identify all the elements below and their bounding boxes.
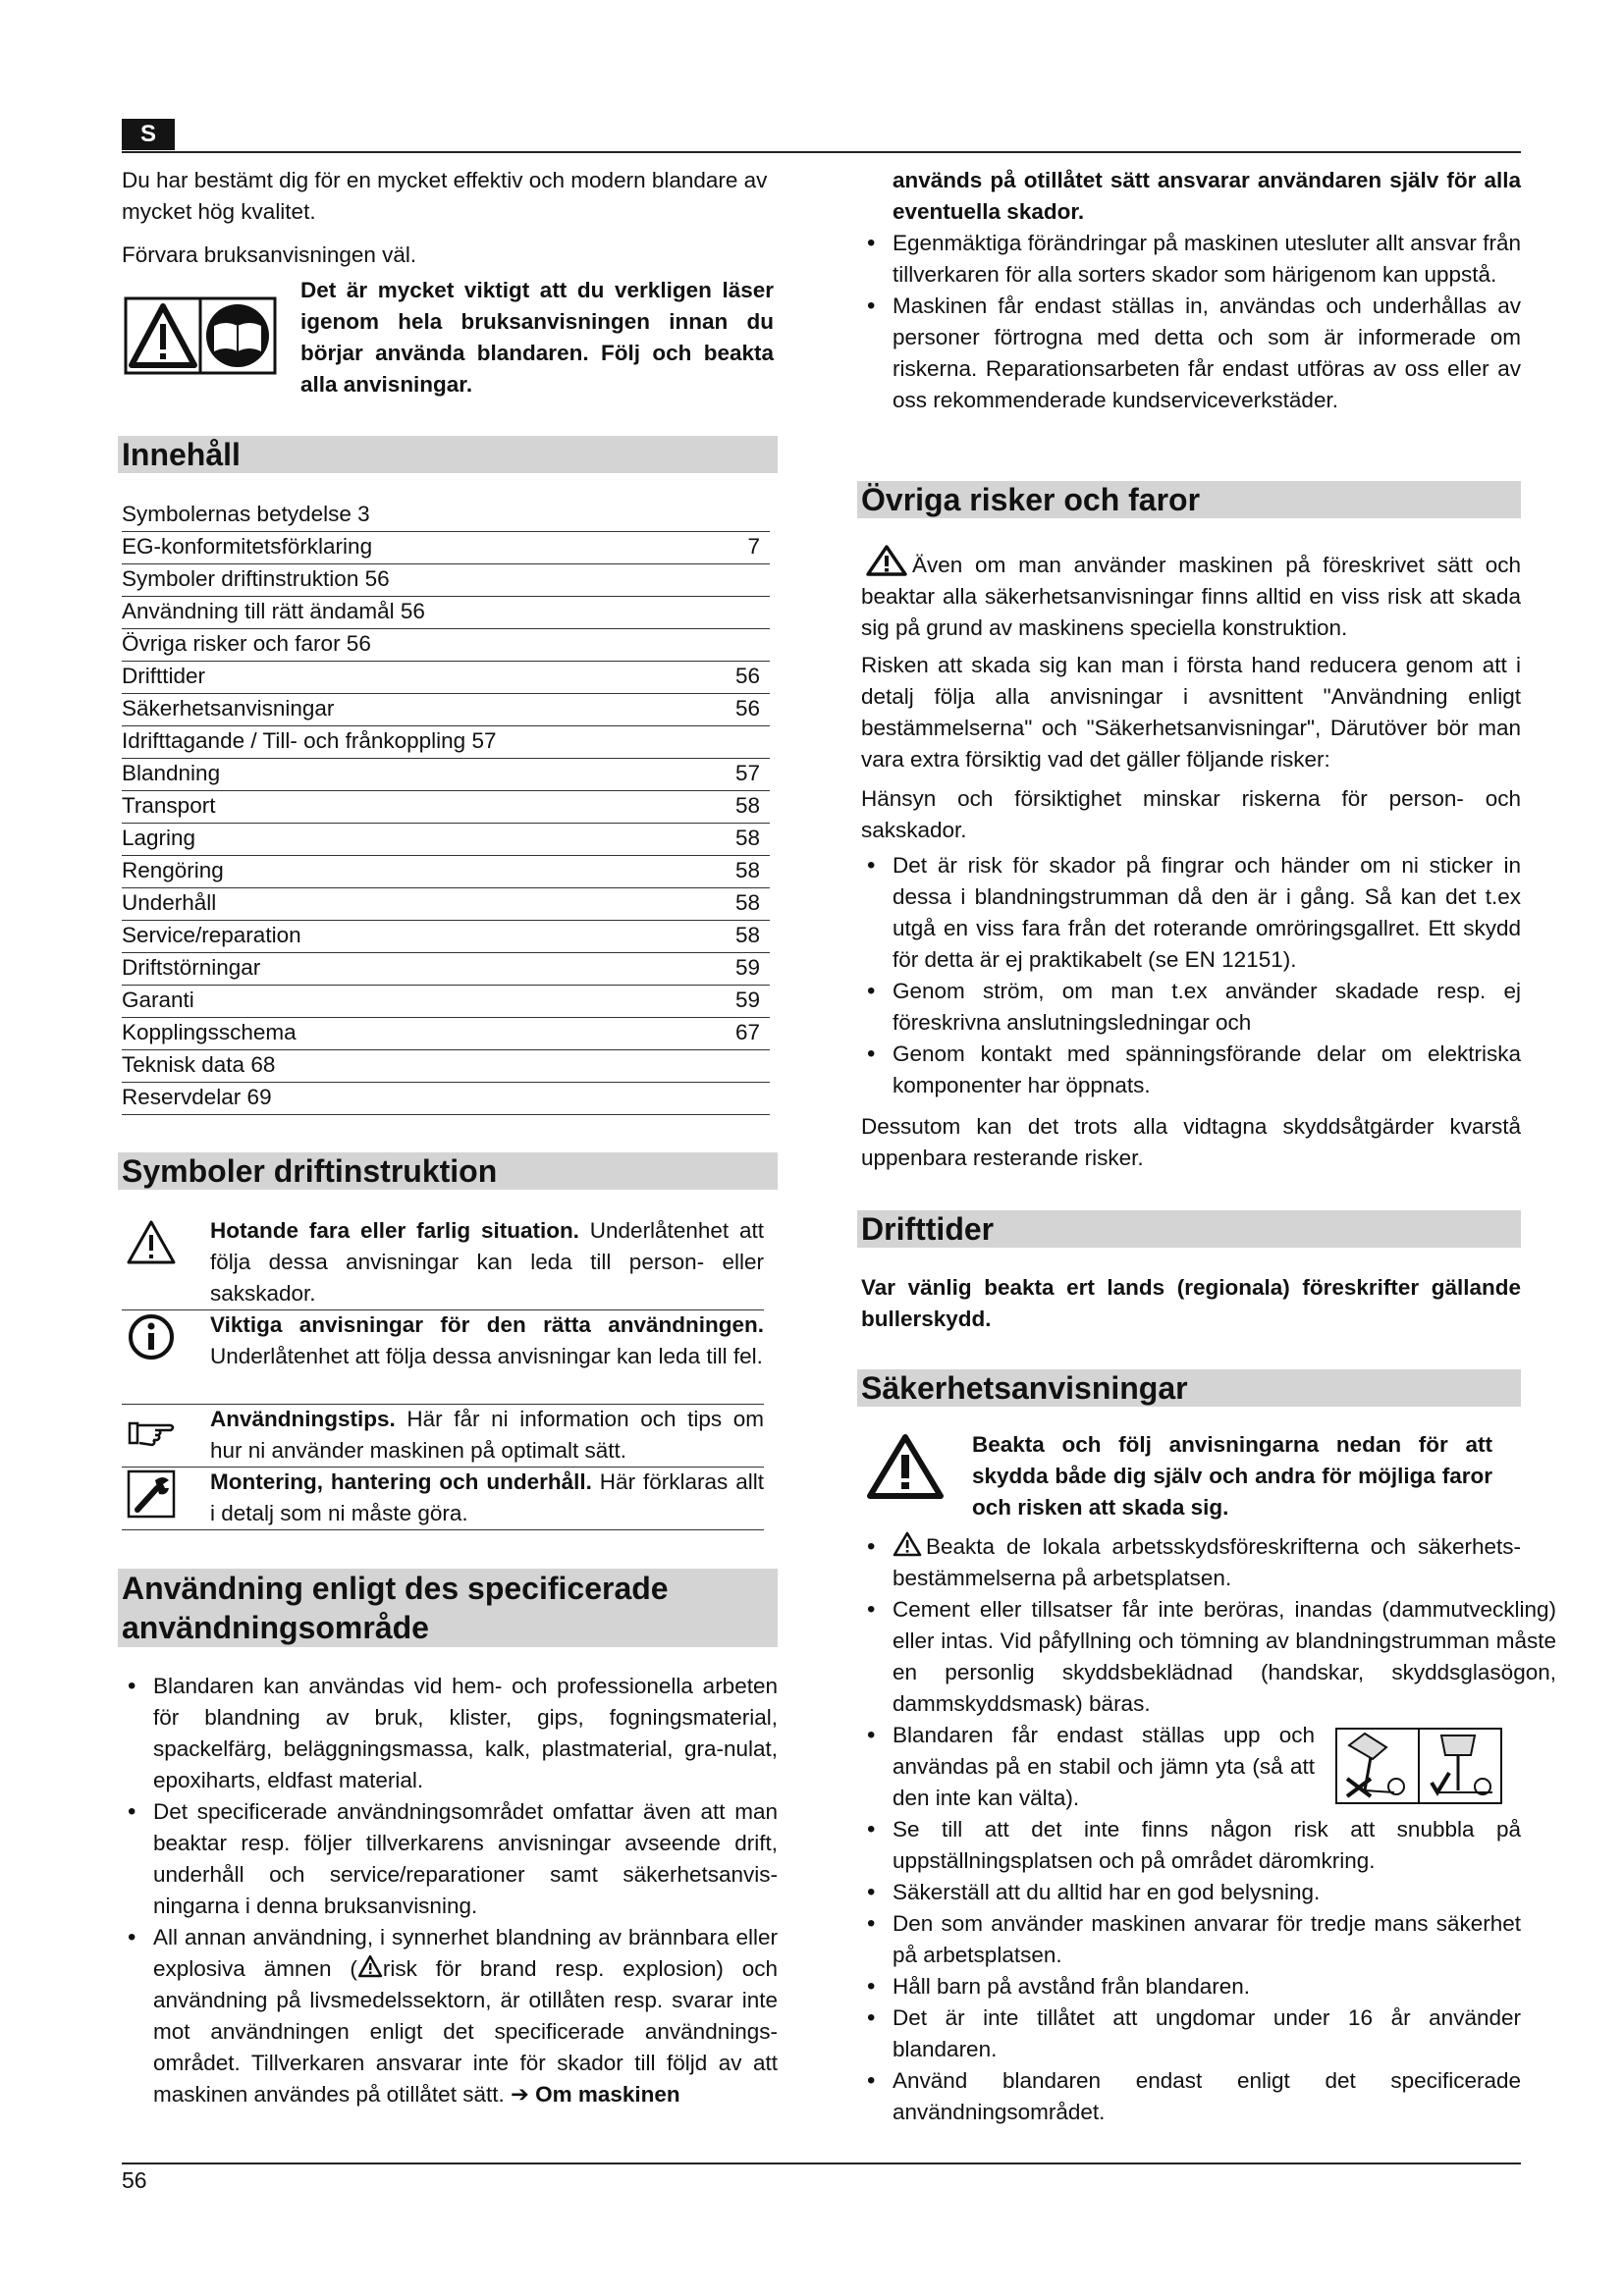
usage-list-continued xyxy=(861,228,1521,416)
symbol-title: Viktiga anvisningar för den rätta användningen. xyxy=(210,1312,764,1337)
toc-entry[interactable]: EG-konformitetsförklaring 7 xyxy=(122,531,770,564)
usage-heading xyxy=(118,1569,778,1647)
warning-triangle-icon xyxy=(866,1433,945,1500)
toc-entry[interactable]: Underhåll 58 xyxy=(122,887,770,921)
pointing-hand-icon xyxy=(126,1406,177,1457)
list-item: • Egenmäktiga förändringar på maskinen utesluter allt ansvar från tillverkaren för alla sorters skador som härigenom kan uppstå. xyxy=(861,228,1521,291)
footer-rule xyxy=(122,2163,1521,2164)
list-item: • Genom ström, om man t.ex använder skadade resp. ej föreskrivna anslutningsledningar och xyxy=(861,976,1521,1039)
risks-heading: Övriga risker och faror xyxy=(857,481,1521,518)
list-item: • Maskinen får endast ställas in, användas och underhållas av personer förtrogna med detta och som är informerade om riskerna. Reparationsarbeten får endast utföras av oss eller av oss rekommenderade kundserviceverkstäder. xyxy=(861,291,1521,416)
list-item: • Se till att det inte finns någon risk att snubbla på uppställningsplatsen och på området däromkring. xyxy=(861,1814,1521,1877)
toc-entry[interactable]: Symbolernas betydelse 3 xyxy=(122,499,770,532)
list-item: • All annan användning, i synnerhet blandning av brännbara eller explosiva ämnen ( risk för brand resp. explosion) och användning på livsmedelssektorn, är otillåten resp. svarar inte mot användningen enligt det specificerade användnings-området. Tillverkaren ansvarar inte för skador till följd av att maskinen användes på otillåtet sätt. ➔ Om maskinen xyxy=(122,1922,778,2110)
toc-entry[interactable]: Reservdelar 69 xyxy=(122,1082,770,1115)
symbol-description: Här får ni information och tips om hur ni använder maskinen på optimalt sätt. xyxy=(210,1407,764,1463)
list-item: • Det är risk för skador på fingrar och händer om ni sticker in dessa i blandningstrumman då den är i gång. Så kan det t.ex utgå en viss fara från det roterande omröringsgallret. Ett skydd för detta är ej praktikabelt (se EN 12151). xyxy=(861,850,1521,976)
toc-entry[interactable]: Drifttider 56 xyxy=(122,661,770,694)
symbol-description: Underlåtenhet att följa dessa anvisningar kan leda till fel. xyxy=(210,1344,763,1368)
risks-list xyxy=(861,850,1521,1101)
toc-entry[interactable]: Användning till rätt ändamål 56 xyxy=(122,596,770,629)
toc-entry[interactable]: Idrifttagande / Till- och frånkoppling 57 xyxy=(122,725,770,759)
toc-entry[interactable]: Transport 58 xyxy=(122,790,770,824)
list-item: • Det specificerade användningsområdet omfattar även att man beaktar resp. följer tillverkarens anvisningar avseende drift, underhåll och service/reparationer samt säkerhetsanvis-ningarna i denna bruksanvisning. xyxy=(122,1796,778,1922)
info-icon xyxy=(126,1311,177,1362)
symbol-title: Montering, hantering och underhåll. xyxy=(210,1469,592,1494)
symbol-title: Hotande fara eller farlig situation. xyxy=(210,1218,579,1243)
wrench-icon xyxy=(126,1468,177,1520)
read-manual-warning-icons xyxy=(124,296,277,375)
list-item: • Den som använder maskinen anvarar för tredje mans säkerhet på arbetsplatsen. xyxy=(861,1908,1521,1971)
arrow-icon: ➔ xyxy=(510,2082,529,2107)
toc-entry[interactable]: Blandning 57 xyxy=(122,758,770,791)
toc-heading: Innehåll xyxy=(118,436,778,473)
symbol-row-important xyxy=(122,1309,764,1405)
language-badge: S xyxy=(122,119,175,150)
warning-triangle-icon xyxy=(893,1531,922,1557)
usage-continuation: används på otillåtet sätt ansvarar användaren själv för alla eventuella skador. xyxy=(893,168,1521,224)
safety-warning-text: Beakta och följ anvisningarna nedan för att skydda både dig själv och andra för möjliga faror och risken att skada sig. xyxy=(972,1432,1492,1520)
risks-paragraph: Dessutom kan det trots alla vidtagna skyddsåtgärder kvarstå uppenbara resterande risker. xyxy=(861,1114,1521,1170)
drifttider-text: Var vänlig beakta ert lands (regionala) föreskrifter gällande bullerskydd. xyxy=(861,1275,1521,1331)
symbol-row-maintenance xyxy=(122,1467,764,1530)
toc-entry[interactable]: Övriga risker och faror 56 xyxy=(122,628,770,662)
stable-surface-pictogram xyxy=(1335,1728,1502,1804)
symbol-description: Här förklaras allt i detalj som ni måste göra. xyxy=(210,1469,764,1525)
list-item: • Det är inte tillåtet att ungdomar under 16 år använder blandaren. xyxy=(861,2002,1521,2065)
symbol-row-tips xyxy=(122,1404,764,1468)
symbol-title: Användningstips. xyxy=(210,1407,396,1431)
risks-intro: Även om man använder maskinen på föreskrivet sätt och beaktar alla säkerhetsanvisningar finns alltid en viss risk att skada sig på grund av maskinens speciella konstruktion. xyxy=(861,553,1521,640)
drifttider-heading: Drifttider xyxy=(857,1210,1521,1248)
toc-entry[interactable]: Säkerhetsanvisningar 56 xyxy=(122,693,770,726)
warning-triangle-icon xyxy=(357,1954,383,1978)
toc-entry[interactable]: Symboler driftinstruktion 56 xyxy=(122,563,770,597)
symbols-heading: Symboler driftinstruktion xyxy=(118,1152,778,1190)
risks-paragraph: Risken att skada sig kan man i första hand reducera genom att i detalj följa alla anvisningar i avsnittent "Användning enligt bestämmelserna" och "Säkerhetsanvisningar", Därutöver bör man vara extra försiktig vad det gäller följande risker: xyxy=(861,653,1521,772)
list-item: • Håll barn på avstånd från blandaren. xyxy=(861,1971,1521,2002)
toc-entry[interactable]: Service/reparation 58 xyxy=(122,920,770,953)
page-number: 56 xyxy=(122,2167,147,2193)
toc-entry[interactable]: Driftstörningar 59 xyxy=(122,952,770,986)
list-item: • Beakta de lokala arbetsskydsföreskrifterna och säkerhets-bestämmelserna på arbetsplatsen. xyxy=(861,1531,1521,1594)
list-item: • Cement eller tillsatser får inte beröras, inandas (dammutveckling) eller intas. Vid påfyllning och tömning av blandningstrumman måste en personlig skyddsbeklädnad (handskar, skyddsglasögon, dammskyddsmask) bäras. xyxy=(861,1594,1556,1720)
warning-triangle-icon xyxy=(126,1217,177,1268)
read-manual-warning-text: Det är mycket viktigt att du verkligen läser igenom hela bruksanvisningen innan du börjar använda blandaren. Följ och beakta alla anvisningar. xyxy=(300,278,774,397)
list-item: • Genom kontakt med spänningsförande delar om elektriska komponenter har öppnats. xyxy=(861,1039,1521,1101)
header-rule xyxy=(122,151,1521,153)
usage-heading-line1: Användning enligt des specificerade xyxy=(122,1571,669,1606)
risks-paragraph: Hänsyn och försiktighet minskar riskerna för person- och sakskador. xyxy=(861,786,1521,842)
list-item: • Blandaren får endast ställas upp och användas på en stabil och jämn yta (så att den inte kan välta). xyxy=(861,1720,1521,1814)
safety-heading: Säkerhetsanvisningar xyxy=(857,1369,1521,1407)
keep-manual-note: Förvara bruksanvisningen väl. xyxy=(122,242,417,267)
symbol-description: Underlåtenhet att följa dessa anvisningar kan leda till person- eller sakskador. xyxy=(210,1218,764,1306)
safety-list xyxy=(861,1531,1556,2128)
toc-entry[interactable]: Garanti 59 xyxy=(122,985,770,1018)
toc-entry[interactable]: Teknisk data 68 xyxy=(122,1049,770,1083)
list-item: • Använd blandaren endast enligt det specificerade användningsområdet. xyxy=(861,2065,1521,2128)
toc-entry[interactable]: Rengöring 58 xyxy=(122,855,770,888)
toc-entry[interactable]: Lagring 58 xyxy=(122,823,770,856)
usage-list xyxy=(122,1671,778,2110)
symbol-row-danger xyxy=(122,1215,764,1310)
list-item: • Blandaren kan användas vid hem- och professionella arbeten för blandning av bruk, klister, gips, fogningsmaterial, spackelfärg, beläggningsmassa, kalk, plastmaterial, gra-nulat, epoxiharts, eldfast material. xyxy=(122,1671,778,1796)
usage-heading-line2: användningsområde xyxy=(122,1610,429,1645)
toc-entry[interactable]: Kopplingsschema 67 xyxy=(122,1017,770,1050)
intro-paragraph: Du har bestämt dig för en mycket effektiv och modern blandare av mycket hög kvalitet. xyxy=(122,168,768,224)
list-item: • Säkerställ att du alltid har en god belysning. xyxy=(861,1877,1521,1908)
